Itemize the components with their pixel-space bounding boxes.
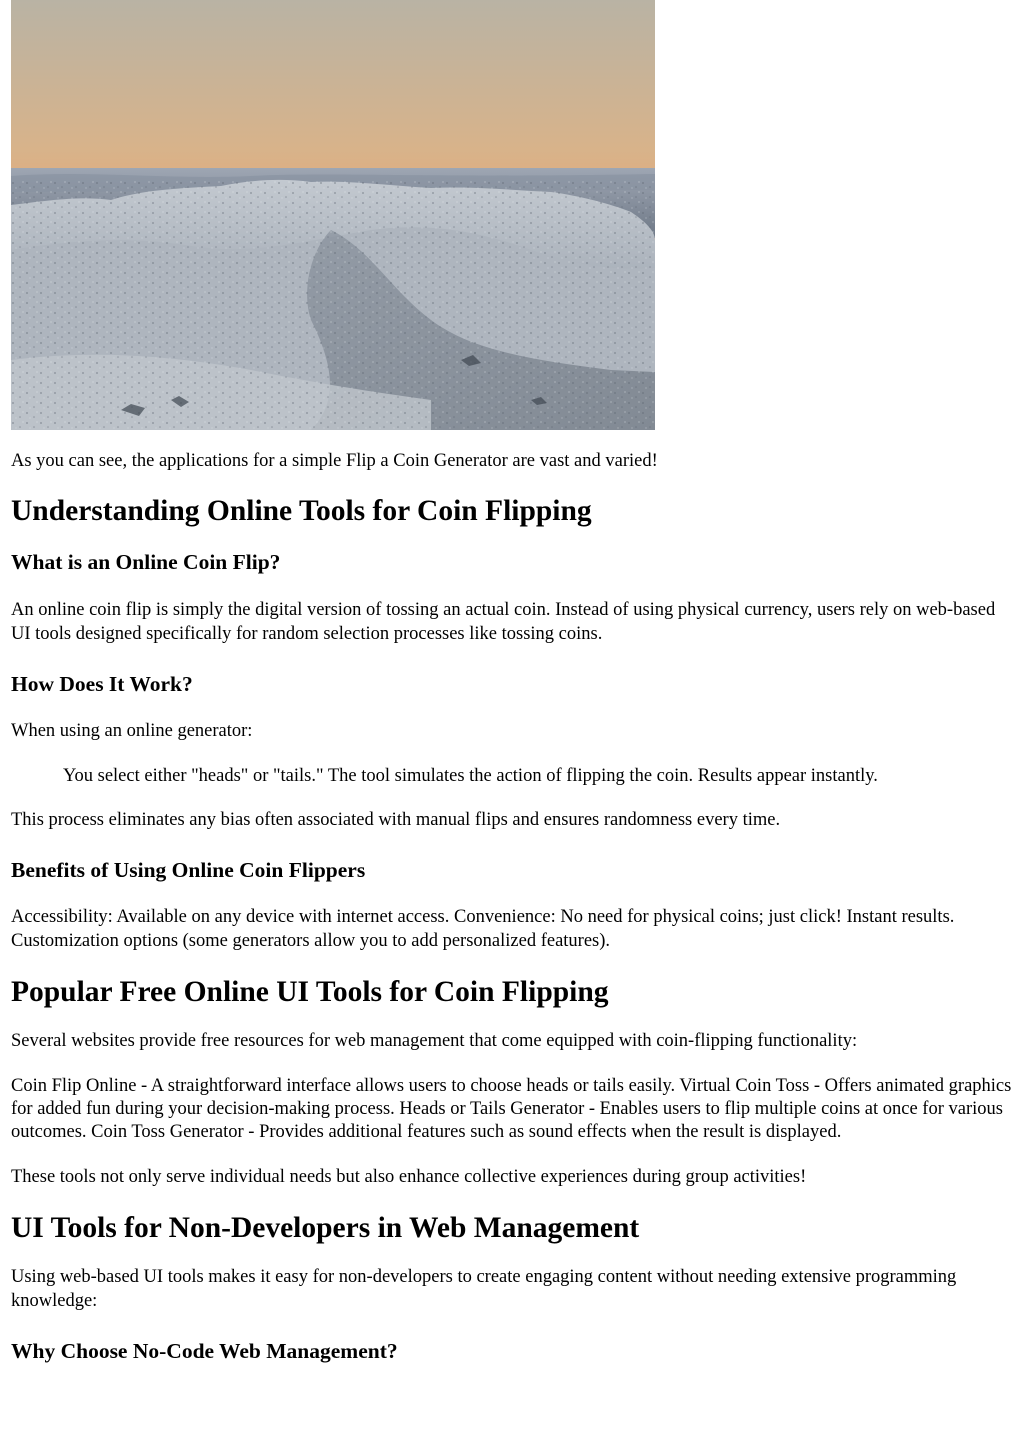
non-developers-lead-paragraph: Using web-based UI tools makes it easy for non-developers to create engaging content without needing extensive programming knowledge: — [11, 1267, 957, 1311]
benefits-paragraph: Accessibility: Available on any device with internet access. Convenience: No need for physical coins; just click! Instant results. Customization options (some generators allow you to add personalized features). — [11, 907, 955, 951]
how-after-paragraph: This process eliminates any bias often associated with manual flips and ensures randomness every time. — [11, 810, 781, 831]
popular-after-paragraph: These tools not only serve individual needs but also enhance collective experiences during group activities! — [11, 1166, 807, 1187]
popular-list-paragraph: Coin Flip Online - A straightforward interface allows users to choose heads or tails easily. Virtual Coin Toss - Offers animated graphics for added fun during your decision-making process. Heads or Tails Generator - Enables users to flip multiple coins at once for various outcomes. Coin Toss Generator - Provides additional features such as sound effects when the result is displayed. — [11, 1075, 1012, 1143]
subheading-what-is: What is an Online Coin Flip? — [11, 550, 281, 575]
subheading-why-no-code: Why Choose No-Code Web Management? — [11, 1339, 398, 1364]
popular-lead-paragraph: Several websites provide free resources for web management that come equipped with coin-flipping functionality: — [11, 1031, 858, 1052]
intro-paragraph: As you can see, the applications for a simple Flip a Coin Generator are vast and varied! — [11, 451, 658, 471]
what-is-paragraph: An online coin flip is simply the digital version of tossing an actual coin. Instead of using physical currency, users rely on web-based UI tools designed specifically for random selection processes like tossing coins. — [11, 600, 996, 644]
how-lead-paragraph: When using an online generator: — [11, 721, 253, 742]
section-heading-popular-tools: Popular Free Online UI Tools for Coin Flipping — [11, 976, 609, 1009]
subheading-benefits: Benefits of Using Online Coin Flippers — [11, 858, 366, 883]
how-steps-blockquote: You select either "heads" or "tails." The tool simulates the action of flipping the coin. Results appear instantly. — [63, 765, 878, 786]
article — [11, 0, 1017, 1364]
section-heading-non-developers: UI Tools for Non-Developers in Web Management — [11, 1212, 640, 1245]
snowy-mountain-sunset-photo — [11, 0, 655, 430]
section-heading-understanding: Understanding Online Tools for Coin Flipping — [11, 495, 592, 528]
subheading-how-it-works: How Does It Work? — [11, 672, 193, 697]
hero-image — [11, 0, 655, 430]
